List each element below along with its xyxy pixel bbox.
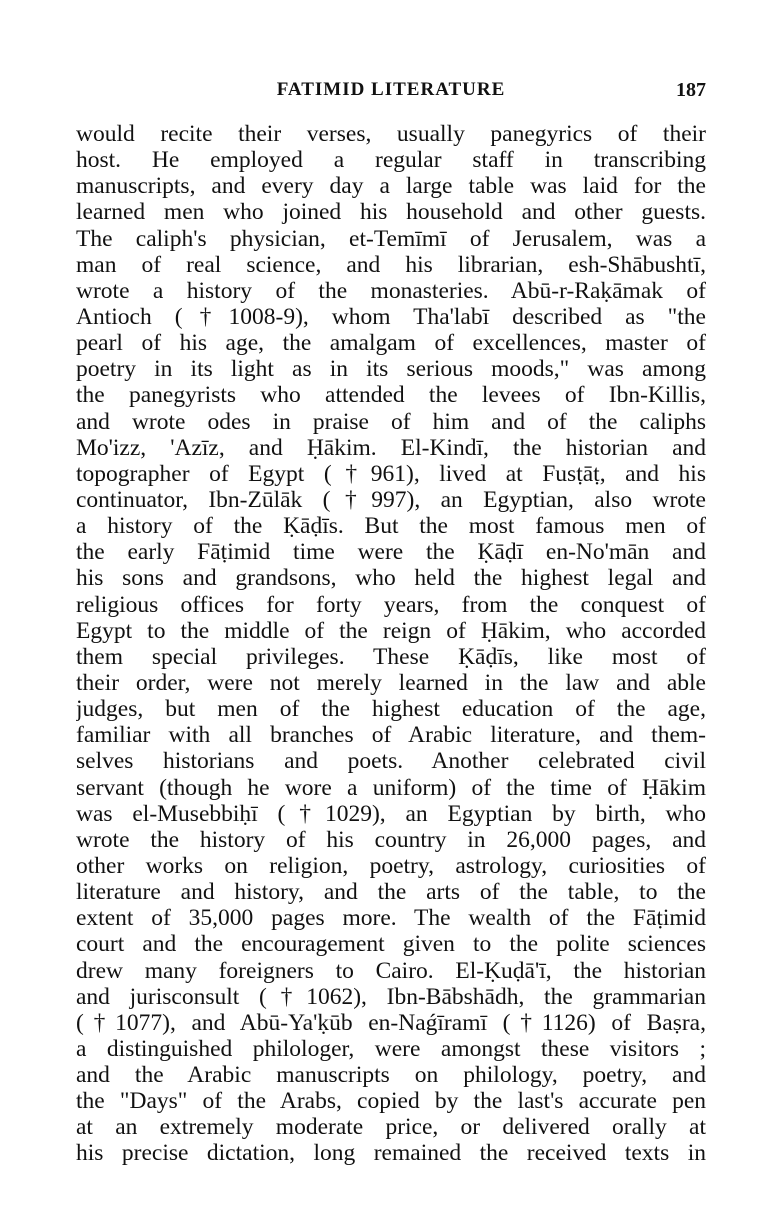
text-line: topographer of Egypt (†961), lived at Fusṭāṭ, and his (76, 460, 706, 487)
text-line: court and the encouragement given to the polite sciences (76, 931, 706, 958)
text-line: and wrote odes in praise of him and of the caliphs (76, 408, 706, 435)
text-line: a history of the Ḳāḍīs. But the most famous men of (76, 513, 706, 540)
text-line: The caliph's physician, et-Temīmī of Jerusalem, was a (76, 225, 706, 252)
text-line: the panegyrists who attended the levees of Ibn-Killis, (76, 382, 706, 409)
text-line: religious offices for forty years, from the conquest of (76, 591, 706, 618)
text-line: other works on religion, poetry, astrology, curiosities of (76, 852, 706, 879)
running-head (76, 76, 706, 104)
text-line: the "Days" of the Arabs, copied by the last's accurate pen (76, 1088, 706, 1115)
text-line: and the Arabic manuscripts on philology, poetry, and (76, 1062, 706, 1089)
text-line: continuator, Ibn-Zūlāk (†997), an Egyptian, also wrote (76, 486, 706, 513)
page-number: 187 (676, 79, 706, 101)
text-line: a distinguished philologer, were amongst these visitors ; (76, 1035, 706, 1062)
text-line: judges, but men of the highest education of the age, (76, 696, 706, 723)
text-line: his sons and grandsons, who held the highest legal and (76, 565, 706, 592)
text-line: them special privileges. These Ḳāḍīs, like most of (76, 643, 706, 670)
text-line: extent of 35,000 pages more. The wealth of the Fāṭimid (76, 905, 706, 932)
text-line: (†1077), and Abū-Ya'ḳūb en-Naǵīramī (†1126) of Baṣra, (76, 1009, 706, 1036)
text-line: Antioch (†1008-9), whom Tha'labī described as "the (76, 303, 706, 330)
text-line: would recite their verses, usually panegyrics of their (76, 121, 706, 147)
text-line: and jurisconsult (†1062), Ibn-Bābshādh, the grammarian (76, 983, 706, 1010)
text-line: poetry in its light as in its serious moods," was among (76, 356, 706, 383)
text-line: at an extremely moderate price, or delivered orally at (76, 1114, 706, 1141)
text-line: their order, were not merely learned in the law and able (76, 669, 706, 696)
text-line: drew many foreigners to Cairo. El-Ḳuḍā'ī, the historian (76, 957, 706, 984)
text-line: servant (though he wore a uniform) of the time of Ḥākim (76, 774, 706, 801)
text-line: the early Fāṭimid time were the Ḳāḍī en-No'mān and (76, 539, 706, 566)
text-line: literature and history, and the arts of the table, to the (76, 879, 706, 906)
text-line: selves historians and poets. Another celebrated civil (76, 748, 706, 775)
text-line: was el-Musebbiḥī (†1029), an Egyptian by birth, who (76, 800, 706, 827)
text-line: Mo'izz, 'Azīz, and Ḥākim. El-Kindī, the historian and (76, 434, 706, 461)
body-text (76, 121, 706, 1167)
text-line: pearl of his age, the amalgam of excellences, master of (76, 330, 706, 357)
text-line: wrote the history of his country in 26,000 pages, and (76, 826, 706, 853)
text-line: his precise dictation, long remained the received texts in (76, 1140, 706, 1167)
text-line: familiar with all branches of Arabic literature, and them- (76, 722, 706, 749)
text-line: learned men who joined his household and other guests. (76, 199, 706, 226)
text-line: wrote a history of the monasteries. Abū-r-Raḳāmak of (76, 277, 706, 304)
text-line: man of real science, and his librarian, esh-Shābushtī, (76, 251, 706, 278)
running-title: FATIMID LITERATURE (276, 79, 506, 100)
text-line: Egypt to the middle of the reign of Ḥākim, who accorded (76, 617, 706, 644)
text-line: manuscripts, and every day a large table was laid for the (76, 173, 706, 200)
text-line: host. He employed a regular staff in transcribing (76, 147, 706, 174)
